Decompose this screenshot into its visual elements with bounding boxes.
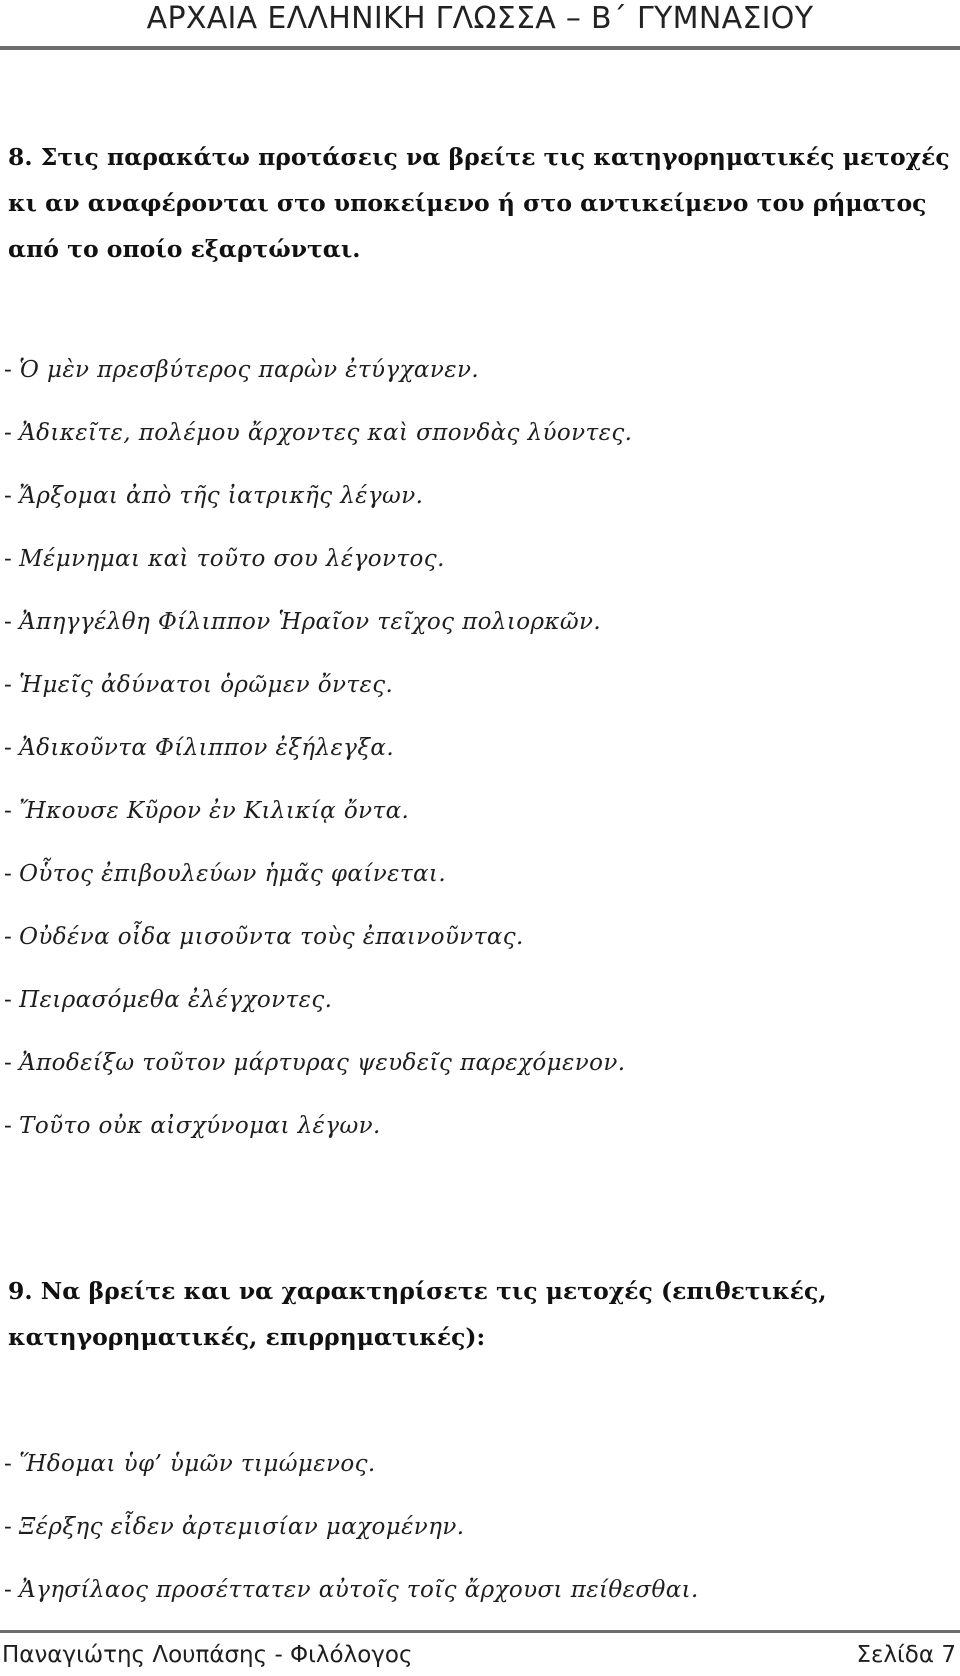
exercise-9-sentence-list xyxy=(4,1444,944,1633)
ancient-greek-sentence: Ἀγησίλαος προσέττατεν αὐτοῖς τοῖς ἄρχουσι πείθεσθαι. xyxy=(19,1577,699,1603)
sentence-item xyxy=(4,854,944,917)
sentence-item xyxy=(4,350,944,413)
sentence-item xyxy=(4,1043,944,1106)
list-dash: - xyxy=(4,798,20,824)
page-number: Σελίδα 7 xyxy=(856,1642,956,1668)
ancient-greek-sentence: Ἀδικεῖτε, πολέμου ἄρχοντες καὶ σπονδὰς λύοντες. xyxy=(19,420,633,446)
ancient-greek-sentence: Ἥδομαι ὑφ’ ὑμῶν τιμώμενος. xyxy=(19,1451,376,1477)
header-divider xyxy=(0,46,960,50)
ancient-greek-sentence: Πειρασόμεθα ἐλέγχοντες. xyxy=(19,987,333,1013)
sentence-item xyxy=(4,1106,944,1169)
footer-divider xyxy=(0,1630,960,1633)
exercise-8-sentence-list xyxy=(4,350,944,1169)
list-dash: - xyxy=(4,1577,20,1603)
exercise-8-instruction: 8. Στις παρακάτω προτάσεις να βρείτε τις κατηγορηματικές μετοχές κι αν αναφέρονται στο υποκείμενο ή στο αντικείμενο του ρήματος από το οποίο εξαρτώνται. xyxy=(8,143,950,263)
sentence-item xyxy=(4,791,944,854)
sentence-item xyxy=(4,917,944,980)
sentence-item xyxy=(4,980,944,1043)
page-footer xyxy=(0,1637,960,1673)
ancient-greek-sentence: Ἀπηγγέλθη Φίλιππον Ἡραῖον τεῖχος πολιορκῶν. xyxy=(19,609,602,635)
ancient-greek-sentence: Ἀποδείξω τοῦτον μάρτυρας ψευδεῖς παρεχόμενον. xyxy=(19,1050,626,1076)
list-dash: - xyxy=(4,1050,20,1076)
sentence-item xyxy=(4,1507,944,1570)
ancient-greek-sentence: Οὐδένα οἶδα μισοῦντα τοὺς ἐπαινοῦντας. xyxy=(19,924,524,950)
list-dash: - xyxy=(4,1451,20,1477)
ancient-greek-sentence: Ἡμεῖς ἀδύνατοι ὁρῶμεν ὄντες. xyxy=(19,672,394,698)
list-dash: - xyxy=(4,924,20,950)
sentence-item xyxy=(4,1444,944,1507)
sentence-item xyxy=(4,413,944,476)
list-dash: - xyxy=(4,1113,20,1139)
list-dash: - xyxy=(4,1514,20,1540)
footer-author: Παναγιώτης Λουπάσης - Φιλόλογος xyxy=(2,1642,413,1668)
header-title: ΑΡΧΑΙΑ ΕΛΛΗΝΙΚΗ ΓΛΩΣΣΑ – Β΄ ΓΥΜΝΑΣΙΟΥ xyxy=(146,1,814,36)
list-dash: - xyxy=(4,987,20,1013)
sentence-item xyxy=(4,728,944,791)
ancient-greek-sentence: Ἀδικοῦντα Φίλιππον ἐξήλεγξα. xyxy=(19,735,395,761)
list-dash: - xyxy=(4,483,20,509)
ancient-greek-sentence: Τοῦτο οὐκ αἰσχύνομαι λέγων. xyxy=(19,1113,381,1139)
sentence-item xyxy=(4,1570,944,1633)
list-dash: - xyxy=(4,609,20,635)
ancient-greek-sentence: Οὗτος ἐπιβουλεύων ἡμᾶς φαίνεται. xyxy=(19,861,447,887)
list-dash: - xyxy=(4,672,20,698)
exercise-9-instruction: 9. Να βρείτε και να χαρακτηρίσετε τις μετοχές (επιθετικές, κατηγορηματικές, επιρρηματικές): xyxy=(8,1277,827,1351)
list-dash: - xyxy=(4,861,20,887)
sentence-item xyxy=(4,602,944,665)
ancient-greek-sentence: Ἄρξομαι ἀπὸ τῆς ἰατρικῆς λέγων. xyxy=(19,483,424,509)
list-dash: - xyxy=(4,357,20,383)
sentence-item xyxy=(4,665,944,728)
ancient-greek-sentence: Μέμνημαι καὶ τοῦτο σου λέγοντος. xyxy=(19,546,445,572)
sentence-item xyxy=(4,476,944,539)
ancient-greek-sentence: Ὁ μὲν πρεσβύτερος παρὼν ἐτύγχανεν. xyxy=(19,357,480,383)
ancient-greek-sentence: Ἤκουσε Κῦρον ἐν Κιλικίᾳ ὄντα. xyxy=(19,798,410,824)
ancient-greek-sentence: Ξέρξης εἶδεν ἀρτεμισίαν μαχομένην. xyxy=(19,1514,465,1540)
list-dash: - xyxy=(4,546,20,572)
sentence-item xyxy=(4,539,944,602)
list-dash: - xyxy=(4,735,20,761)
list-dash: - xyxy=(4,420,20,446)
